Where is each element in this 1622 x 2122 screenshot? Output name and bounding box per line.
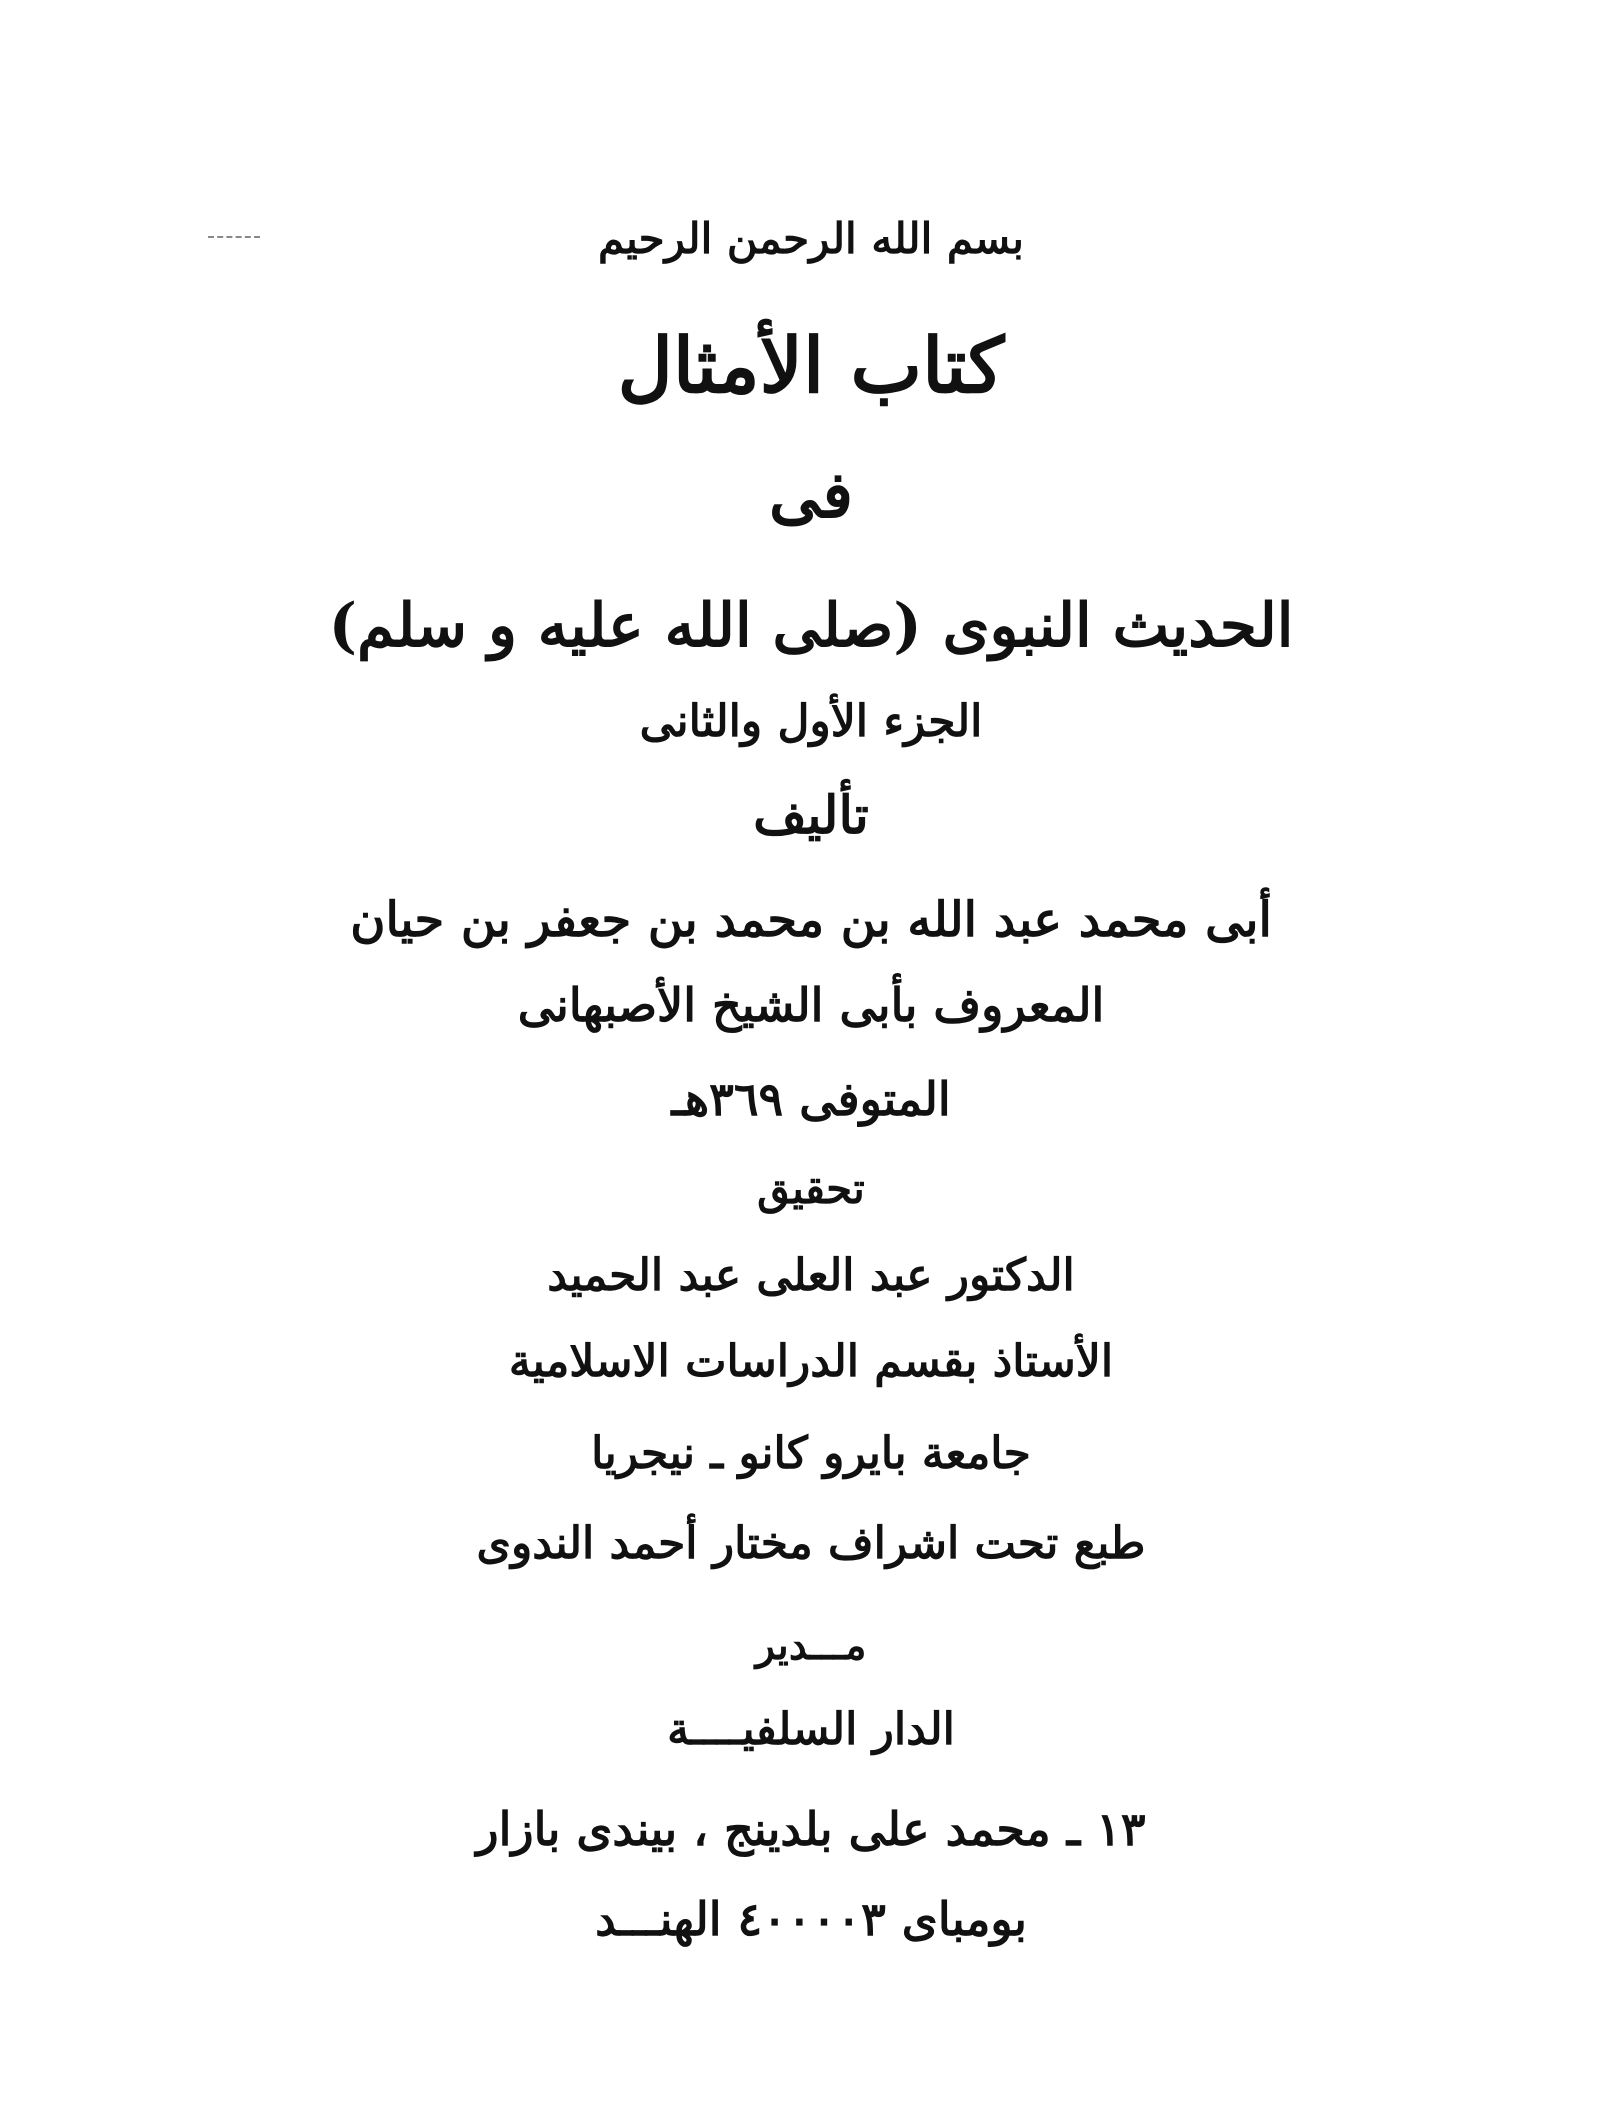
author-known-as: المعروف بأبى الشيخ الأصبهانى [517, 978, 1105, 1032]
editor-university: جامعة بايرو كانو ـ نيجريا [591, 1428, 1031, 1479]
editing-label: تحقيق [757, 1164, 865, 1213]
volumes-label: الجزء الأول والثانى [639, 696, 983, 747]
editor-name: الدكتور عبد العلى عبد الحميد [547, 1250, 1075, 1301]
author-death-date: المتوفى ٣٦٩هـ [671, 1072, 951, 1126]
basmala: بسم الله الرحمن الرحيم [598, 214, 1024, 263]
title-preposition: فى [769, 458, 853, 533]
printed-under: طبع تحت اشراف مختار أحمد الندوى [476, 1518, 1146, 1569]
director-label: مـــدير [755, 1622, 867, 1669]
publisher-city: بومباى ٤٠٠٠٠٣ الهنـــد [595, 1892, 1027, 1946]
authorship-label: تأليف [753, 785, 869, 846]
publisher-address: ١٣ ـ محمد على بلدينج ، بيندى بازار [476, 1802, 1146, 1856]
book-title: كتاب الأمثال [617, 321, 1005, 410]
book-subject: الحديث النبوى (صلى الله عليه و سلم) [328, 591, 1294, 661]
publisher-name: الدار السلفيــــة [667, 1704, 955, 1755]
editor-position: الأستاذ بقسم الدراسات الاسلامية [508, 1336, 1114, 1387]
author-name: أبى محمد عبد الله بن محمد بن جعفر بن حيان [350, 892, 1272, 948]
